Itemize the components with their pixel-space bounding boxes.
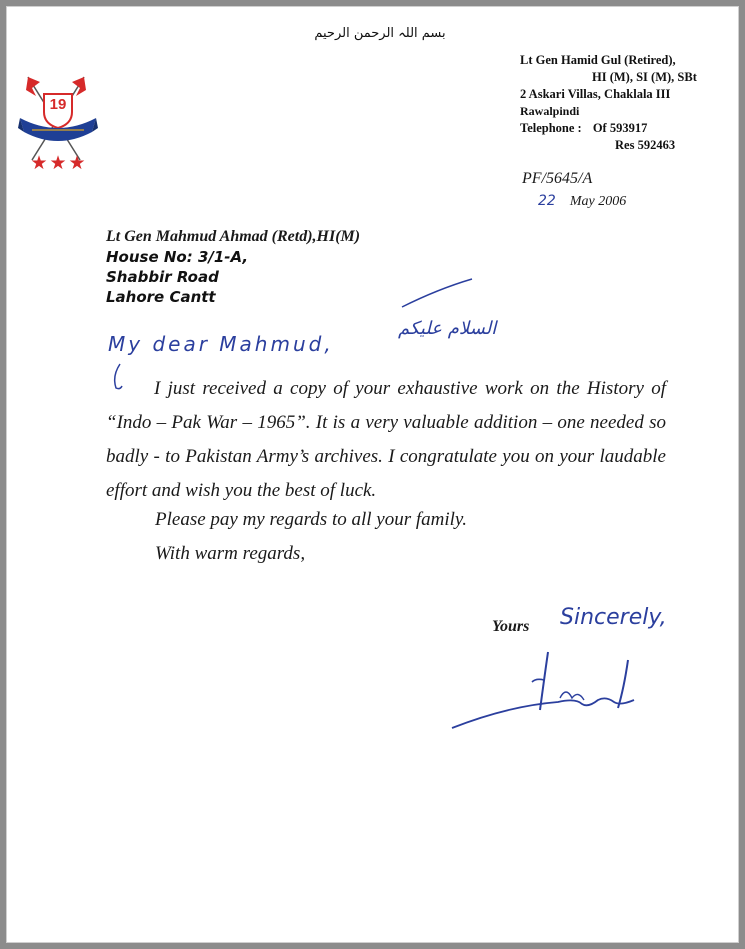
body-paragraph-3: With warm regards, [155, 543, 306, 564]
closing-yours: Yours [492, 618, 530, 635]
signature [448, 640, 668, 735]
salutation: My dear Mahmud, [108, 332, 334, 356]
sender-city: Rawalpindi [520, 104, 580, 118]
phone-residence: Res 592463 [615, 138, 676, 152]
phone-label: Telephone : [520, 121, 582, 135]
emblem-number: 19 [49, 96, 67, 113]
date-day: 22 [538, 193, 556, 209]
closing-sincerely: Sincerely, [560, 605, 667, 630]
recipient-address-2: Shabbir Road [106, 268, 219, 286]
salutation-flourish [398, 275, 478, 315]
date-month-year: May 2006 [569, 194, 627, 209]
reference-number: PF/5645/A [522, 170, 593, 187]
letter-date [538, 192, 626, 210]
regiment-emblem [18, 72, 98, 180]
sender-phone-row [520, 120, 735, 137]
recipient-name: Lt Gen Mahmud Ahmad (Retd),HI(M) [106, 228, 361, 245]
body-paragraph-2: Please pay my regards to all your family. [155, 509, 468, 530]
salutation-urdu: السلام علیکم [398, 318, 497, 339]
phone-office: Of 593917 [592, 121, 648, 135]
sender-name: Lt Gen Hamid Gul (Retired), [520, 53, 676, 67]
bismillah-header: بسم اللہ الرحمن الرحیم [314, 26, 446, 41]
body-paragraph-1: I just received a copy of your exhaustive work on the History of “Indo – Pak War – 1965”. It is a very valuable addition – one needed so badly - to Pakistan Army’s archives. I congratulate you on your laudable effort and wish you the best of luck. [106, 378, 666, 501]
emblem-stars: ★★★ [30, 152, 88, 174]
sender-address: 2 Askari Villas, Chaklala III [520, 87, 671, 101]
recipient-address-1: House No: 3/1-A, [106, 248, 249, 266]
sender-block [520, 52, 735, 154]
sender-honours: HI (M), SI (M), SBt [592, 70, 697, 84]
recipient-address-3: Lahore Cantt [106, 288, 216, 306]
